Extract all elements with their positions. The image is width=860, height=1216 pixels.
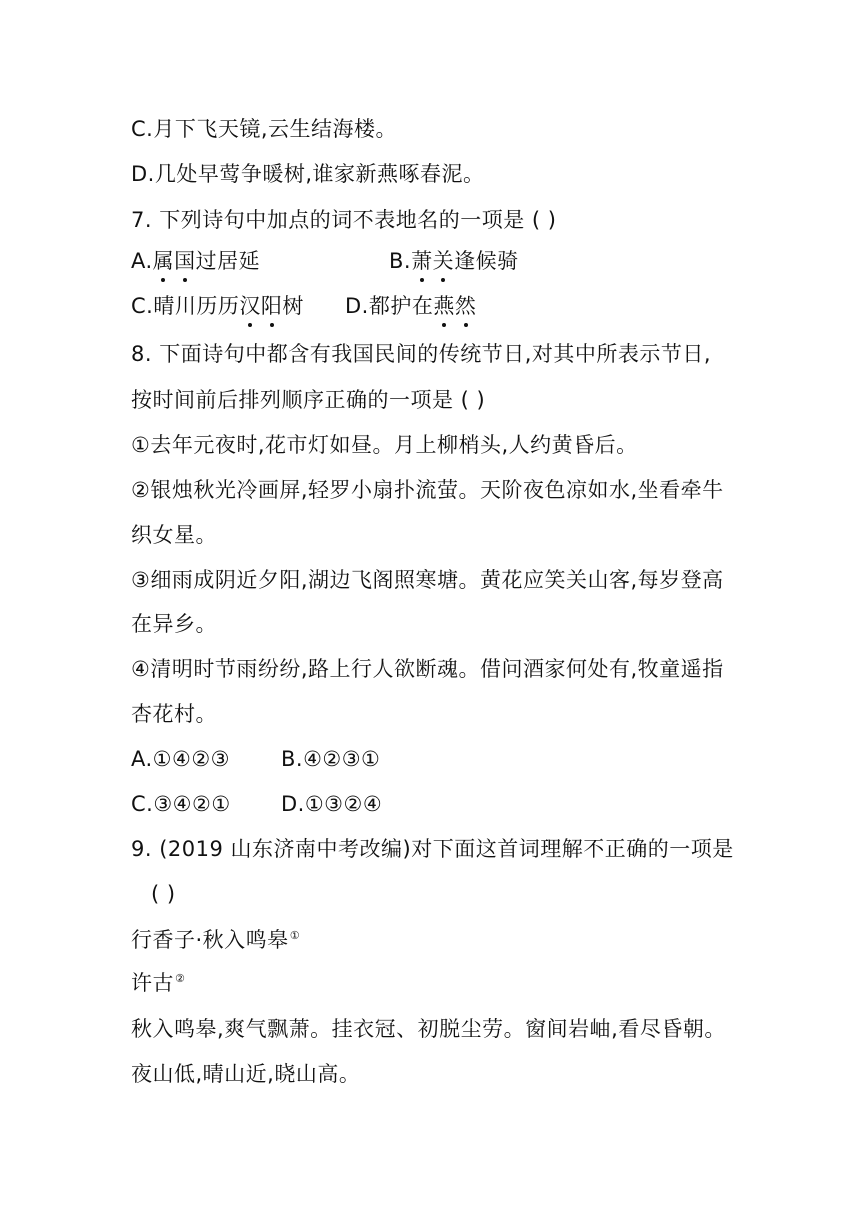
- poem-author: [131, 969, 185, 997]
- dotted-char: 阳: [260, 294, 283, 318]
- question-8-option-c: C.③④②①: [131, 792, 231, 816]
- option-b-prefix: B.: [389, 249, 412, 273]
- poem-author-text: 许古: [131, 971, 174, 995]
- option-d-prefix: D.都护在: [345, 294, 434, 318]
- question-7-option-a: [131, 247, 260, 275]
- question-8-option-d: D.①③②④: [281, 792, 383, 816]
- poem-title: [131, 926, 300, 954]
- question-8-stem-line-2: 按时间前后排列顺序正确的一项是 ( ): [131, 388, 486, 412]
- dotted-char: 萧: [411, 249, 433, 273]
- question-9-stem-line-1: 9. (2019 山东济南中考改编)对下面这首词理解不正确的一项是: [131, 837, 734, 861]
- option-c-prefix: C.晴川历历: [131, 294, 240, 318]
- poem-title-text: 行香子·秋入鸣皋: [131, 928, 289, 952]
- question-9-stem-line-2: ( ): [151, 882, 176, 906]
- previous-option-c: C.月下飞天镜,云生结海楼。: [131, 117, 398, 141]
- question-7-option-d: [345, 292, 476, 320]
- poem-body-line-1: 秋入鸣皋,爽气飘萧。挂衣冠、初脱尘劳。窗间岩岫,看尽昏朝。: [131, 1017, 726, 1041]
- poem-excerpt-2-line-2: 织女星。: [131, 523, 217, 547]
- dotted-char: 然: [454, 294, 477, 318]
- question-8-stem-line-1: 8. 下面诗句中都含有我国民间的传统节日,对其中所表示节日,: [131, 342, 712, 366]
- option-b-rest: 逢候骑: [454, 249, 519, 273]
- question-7-stem: 7. 下列诗句中加点的词不表地名的一项是 ( ): [131, 208, 557, 232]
- dotted-char: 国: [174, 249, 196, 273]
- dotted-char: 属: [152, 249, 175, 273]
- poem-excerpt-4-line-1: ④清明时节雨纷纷,路上行人欲断魂。借问酒家何处有,牧童遥指: [131, 657, 724, 681]
- footnote-marker: ②: [175, 972, 186, 985]
- question-7-option-c: [131, 292, 304, 320]
- option-a-rest: 过居延: [195, 249, 261, 273]
- poem-excerpt-4-line-2: 杏花村。: [131, 702, 217, 726]
- poem-excerpt-1: ①去年元夜时,花市灯如昼。月上柳梢头,人约黄昏后。: [131, 433, 638, 457]
- poem-excerpt-3-line-1: ③细雨成阴近夕阳,湖边飞阁照寒塘。黄花应笑关山客,每岁登高: [131, 568, 724, 592]
- poem-excerpt-3-line-2: 在异乡。: [131, 612, 217, 636]
- option-c-rest: 树: [282, 294, 304, 318]
- poem-excerpt-2-line-1: ②银烛秋光冷画屏,轻罗小扇扑流萤。天阶夜色凉如水,坐看牵牛: [131, 478, 724, 502]
- question-7-option-b: [389, 247, 519, 275]
- question-8-option-b: B.④②③①: [281, 747, 381, 771]
- dotted-char: 燕: [433, 294, 455, 318]
- question-8-option-a: A.①④②③: [131, 747, 230, 771]
- dotted-char: 汉: [239, 294, 261, 318]
- poem-body-line-2: 夜山低,晴山近,晓山高。: [131, 1062, 361, 1086]
- option-a-prefix: A.: [131, 249, 153, 273]
- footnote-marker: ①: [289, 929, 301, 942]
- previous-option-d: D.几处早莺争暖树,谁家新燕啄春泥。: [131, 162, 485, 186]
- dotted-char: 关: [432, 249, 455, 273]
